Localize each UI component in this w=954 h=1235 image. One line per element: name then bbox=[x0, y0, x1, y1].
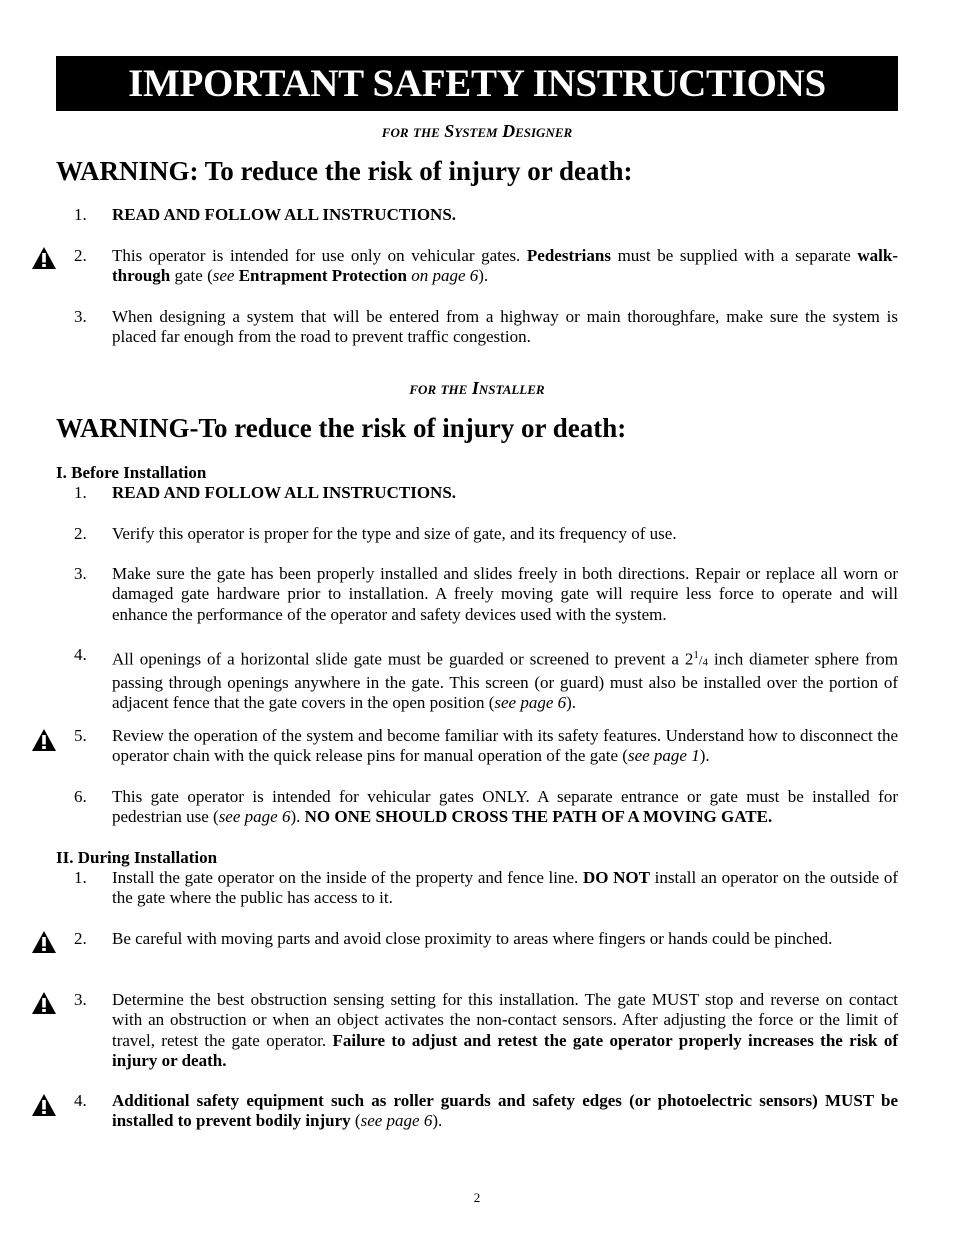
installer-warning-heading: WARNING-To reduce the risk of injury or death: bbox=[56, 413, 627, 443]
item-number: 4. bbox=[74, 645, 87, 664]
item-text: When designing a system that will be entered from a highway or main thoroughfare, make sure the system is placed far enough from the road to prevent traffic congestion. bbox=[112, 307, 898, 347]
item-number: 2. bbox=[74, 929, 87, 948]
designer-subheading: for the System Designer bbox=[381, 121, 573, 141]
item-text: Review the operation of the system and become familiar with its safety features. Understand how to disconnect the operator chain with the quick release pins for manual operation of the gate (see page 1). bbox=[112, 726, 898, 766]
item-text: This gate operator is intended for vehicular gates ONLY. A separate entrance or gate must be installed for pedestrian use (see page 6). NO ONE SHOULD CROSS THE PATH OF A MOVING GATE. bbox=[112, 787, 898, 827]
item-text: READ AND FOLLOW ALL INSTRUCTIONS. bbox=[112, 205, 457, 224]
before-item-6 bbox=[74, 787, 898, 828]
before-item-4 bbox=[74, 645, 898, 714]
item-text: Install the gate operator on the inside of the property and fence line. DO NOT install an operator on the outside of the gate where the public has access to it. bbox=[112, 868, 898, 908]
item-number: 3. bbox=[74, 307, 87, 326]
item-number: 6. bbox=[74, 787, 87, 806]
warning-triangle-icon bbox=[31, 930, 57, 954]
item-text: Determine the best obstruction sensing setting for this installation. The gate MUST stop and reverse on contact with an obstruction or when an object activates the non-contact sensors. After adjusting the force or the limit of travel, retest the gate operator. Failure to adjust and retest the gate operator properly increases the risk of injury or death. bbox=[112, 990, 898, 1071]
during-installation-heading: II. During Installation bbox=[56, 848, 218, 867]
installer-subheading: for the Installer bbox=[409, 378, 545, 398]
item-number: 4. bbox=[74, 1091, 87, 1110]
page-number: 2 bbox=[473, 1190, 481, 1205]
during-item-1 bbox=[74, 868, 898, 909]
item-number: 1. bbox=[74, 868, 87, 887]
designer-item-3 bbox=[74, 307, 898, 348]
item-number: 2. bbox=[74, 524, 87, 543]
before-item-5 bbox=[74, 726, 898, 767]
item-number: 3. bbox=[74, 990, 87, 1009]
during-item-3 bbox=[74, 990, 898, 1072]
designer-item-1 bbox=[74, 205, 898, 225]
before-item-2 bbox=[74, 524, 898, 544]
before-item-3 bbox=[74, 564, 898, 625]
warning-triangle-icon bbox=[31, 246, 57, 270]
designer-warning-heading: WARNING: To reduce the risk of injury or death: bbox=[56, 156, 633, 186]
page-title: IMPORTANT SAFETY INSTRUCTIONS bbox=[56, 56, 898, 111]
item-text: Additional safety equipment such as roller guards and safety edges (or photoelectric sensors) MUST be installed to prevent bodily injury (see page 6). bbox=[112, 1091, 898, 1131]
item-text: All openings of a horizontal slide gate must be guarded or screened to prevent a $2^1/_4$ inch diameter sphere from passing through openings anywhere in the gate. This screen (or guard) must also be installed over the portion of adjacent fence that the gate covers in the open position (see page 6). bbox=[112, 649, 898, 713]
item-text: This operator is intended for use only on vehicular gates. Pedestrians must be supplied with a separate walk-through gate (see Entrapment Protection on page 6). bbox=[112, 246, 898, 286]
item-text: READ AND FOLLOW ALL INSTRUCTIONS. bbox=[112, 483, 457, 502]
item-text: Be careful with moving parts and avoid close proximity to areas where fingers or hands could be pinched. bbox=[112, 929, 833, 948]
during-item-4 bbox=[74, 1091, 898, 1132]
item-number: 2. bbox=[74, 246, 87, 265]
item-number: 5. bbox=[74, 726, 87, 745]
warning-triangle-icon bbox=[31, 991, 57, 1015]
item-text: Make sure the gate has been properly installed and slides freely in both directions. Repair or replace all worn or damaged gate hardware prior to installation. A freely moving gate will require less force to operate and will enhance the performance of the operator and safety devices used with the system. bbox=[112, 564, 898, 624]
item-text: Verify this operator is proper for the type and size of gate, and its frequency of use. bbox=[112, 524, 677, 543]
during-item-2 bbox=[74, 929, 898, 949]
item-number: 3. bbox=[74, 564, 87, 583]
warning-triangle-icon bbox=[31, 1093, 57, 1117]
item-number: 1. bbox=[74, 483, 87, 502]
designer-item-2 bbox=[74, 246, 898, 287]
warning-triangle-icon bbox=[31, 728, 57, 752]
before-installation-heading: I. Before Installation bbox=[56, 463, 207, 482]
before-item-1 bbox=[74, 483, 898, 503]
item-number: 1. bbox=[74, 205, 87, 224]
